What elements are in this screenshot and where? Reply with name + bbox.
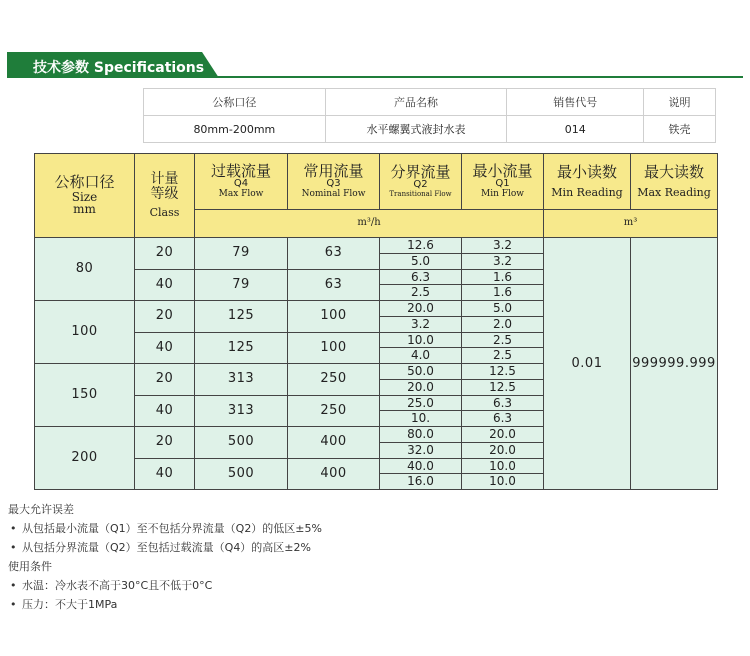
q4-cell: 500 <box>195 458 288 490</box>
product-info-table <box>143 88 716 143</box>
class-cell: 40 <box>135 458 195 490</box>
header-q2-cn: 分界流量 <box>390 162 451 181</box>
class-cell: 20 <box>135 301 195 333</box>
q1-cell: 5.0 <box>462 301 544 317</box>
q4-cell: 313 <box>195 364 288 396</box>
q4-cell: 125 <box>195 301 288 333</box>
spec-row <box>35 238 718 254</box>
info-header-code: 销售代号 <box>507 89 644 116</box>
header-min-reading-en: Min Reading <box>551 185 623 199</box>
header-q3-cn: 常用流量 <box>303 161 364 180</box>
spec-header-row <box>35 154 718 210</box>
q4-cell: 79 <box>195 269 288 301</box>
info-code-value: 014 <box>507 116 644 143</box>
q1-cell: 2.5 <box>462 348 544 364</box>
q1-cell: 10.0 <box>462 458 544 474</box>
header-class-cn1: 计量 <box>150 171 179 188</box>
header-class-en: Class <box>149 206 180 220</box>
q2-cell: 16.0 <box>380 474 462 490</box>
q3-cell: 100 <box>288 332 380 364</box>
class-cell: 20 <box>135 427 195 459</box>
q3-cell: 400 <box>288 427 380 459</box>
q4-cell: 313 <box>195 395 288 427</box>
q1-cell: 6.3 <box>462 395 544 411</box>
q3-cell: 100 <box>288 301 380 333</box>
header-q2 <box>380 154 462 210</box>
spec-table-wrapper <box>34 153 717 490</box>
header-max-reading-en: Max Reading <box>637 185 711 199</box>
q3-cell: 250 <box>288 364 380 396</box>
header-min-reading <box>544 154 631 210</box>
header-q4-cn: 过载流量 <box>210 161 271 180</box>
size-cell: 200 <box>35 427 135 490</box>
q2-cell: 12.6 <box>380 238 462 254</box>
q3-cell: 400 <box>288 458 380 490</box>
q1-cell: 12.5 <box>462 379 544 395</box>
q1-cell: 1.6 <box>462 285 544 301</box>
error-item-low: • 从包括最小流量（Q1）至不包括分界流量（Q2）的低区±5% <box>8 519 322 538</box>
q2-cell: 2.5 <box>380 285 462 301</box>
unit-reading: m³ <box>544 210 718 238</box>
q2-cell: 20.0 <box>380 379 462 395</box>
condition-item-temperature: • 水温：冷水表不高于30°C且不低于0°C <box>8 576 322 595</box>
q2-cell: 32.0 <box>380 442 462 458</box>
section-title: 技术参数 Specifications <box>33 60 205 76</box>
size-cell: 80 <box>35 238 135 301</box>
q3-cell: 63 <box>288 269 380 301</box>
error-item-high: • 从包括分界流量（Q2）至包括过载流量（Q4）的高区±2% <box>8 538 322 557</box>
q2-cell: 20.0 <box>380 301 462 317</box>
q2-cell: 80.0 <box>380 427 462 443</box>
header-size-en: Size <box>71 189 98 204</box>
info-note-value: 铁壳 <box>644 116 716 143</box>
info-header-row <box>144 89 716 116</box>
header-class <box>135 154 195 238</box>
header-q3-en: Nominal Flow <box>301 188 366 199</box>
q1-cell: 12.5 <box>462 364 544 380</box>
q4-cell: 500 <box>195 427 288 459</box>
spec-table <box>34 153 718 490</box>
q2-cell: 3.2 <box>380 316 462 332</box>
class-cell: 20 <box>135 238 195 270</box>
header-max-reading <box>631 154 718 210</box>
header-q1 <box>462 154 544 210</box>
header-q1-cn: 最小流量 <box>472 161 533 180</box>
q3-cell: 63 <box>288 238 380 270</box>
header-q4-en: Max Flow <box>218 188 264 199</box>
header-size <box>35 154 135 238</box>
error-title: 最大允许误差 <box>8 503 74 516</box>
q4-cell: 79 <box>195 238 288 270</box>
q1-cell: 20.0 <box>462 442 544 458</box>
class-cell: 40 <box>135 269 195 301</box>
q1-cell: 6.3 <box>462 411 544 427</box>
header-q3 <box>288 154 380 210</box>
header-max-reading-cn: 最大读数 <box>643 162 704 181</box>
q4-cell: 125 <box>195 332 288 364</box>
header-class-cn2: 等级 <box>150 185 179 202</box>
header-min-reading-cn: 最小读数 <box>556 162 617 181</box>
q2-cell: 25.0 <box>380 395 462 411</box>
q2-cell: 50.0 <box>380 364 462 380</box>
header-q1-en: Min Flow <box>481 188 524 199</box>
header-size-cn: 公称口径 <box>54 173 115 192</box>
spec-table-body <box>35 238 718 490</box>
header-q4 <box>195 154 288 210</box>
notes-section <box>8 500 322 614</box>
q2-cell: 40.0 <box>380 458 462 474</box>
info-header-note: 说明 <box>644 89 716 116</box>
info-header-product: 产品名称 <box>325 89 507 116</box>
header-q3-code: Q3 <box>326 178 341 190</box>
info-size-value: 80mm-200mm <box>144 116 326 143</box>
q1-cell: 3.2 <box>462 253 544 269</box>
q1-cell: 1.6 <box>462 269 544 285</box>
q2-cell: 6.3 <box>380 269 462 285</box>
header-q2-code: Q2 <box>413 179 428 191</box>
q2-cell: 4.0 <box>380 348 462 364</box>
q1-cell: 2.0 <box>462 316 544 332</box>
header-q4-code: Q4 <box>233 178 249 190</box>
q3-cell: 250 <box>288 395 380 427</box>
q2-cell: 10.0 <box>380 332 462 348</box>
size-cell: 100 <box>35 301 135 364</box>
size-cell: 150 <box>35 364 135 427</box>
q1-cell: 20.0 <box>462 427 544 443</box>
q1-cell: 3.2 <box>462 238 544 254</box>
header-q2-en: Transitional Flow <box>389 189 452 198</box>
condition-item-pressure: • 压力：不大于1MPa <box>8 595 322 614</box>
conditions-title: 使用条件 <box>8 560 52 573</box>
header-q1-code: Q1 <box>495 178 510 190</box>
info-value-row <box>144 116 716 143</box>
class-cell: 40 <box>135 332 195 364</box>
q1-cell: 2.5 <box>462 332 544 348</box>
info-product-value: 水平螺翼式液封水表 <box>325 116 507 143</box>
info-header-size: 公称口径 <box>144 89 326 116</box>
unit-flow: m³/h <box>195 210 544 238</box>
q1-cell: 10.0 <box>462 474 544 490</box>
max-reading-cell: 999999.999 <box>631 238 718 490</box>
class-cell: 20 <box>135 364 195 396</box>
q2-cell: 5.0 <box>380 253 462 269</box>
min-reading-cell: 0.01 <box>544 238 631 490</box>
class-cell: 40 <box>135 395 195 427</box>
q2-cell: 10. <box>380 411 462 427</box>
header-size-unit: mm <box>73 202 96 217</box>
